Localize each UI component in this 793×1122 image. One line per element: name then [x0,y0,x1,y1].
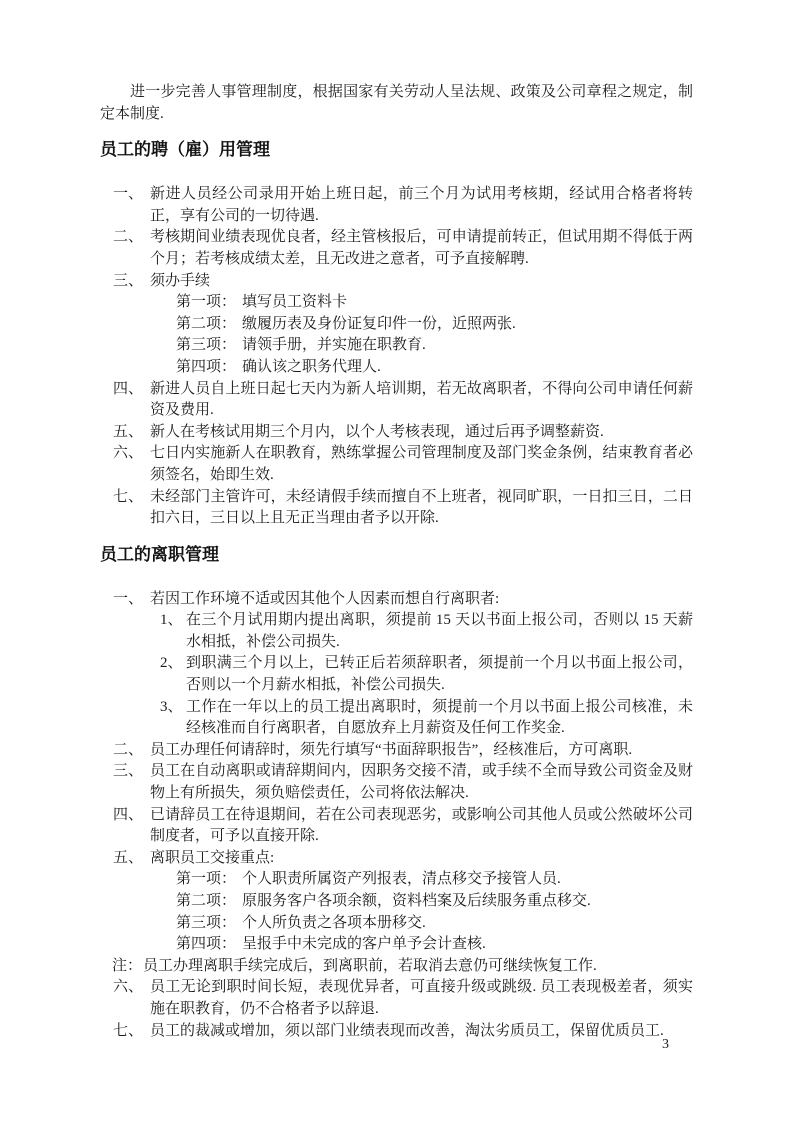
section-heading-resignation: 员工的离职管理 [100,544,219,564]
nested-numbered-item [160,697,693,740]
nested-numbered-item [160,653,693,696]
item-marker: 三、 [113,763,144,780]
list-item [100,443,693,486]
sub-item-marker: 第一项： [176,294,237,311]
item-text: 新人在考核试用期三个月内，以个人考核表现，通过后再予调整薪资. [150,423,604,440]
item-text: 未经部门主管许可，未经请假手续而擅自不上班者，视同旷职，一日扣三日，二日扣六日，三日以上且无正当理由者予以开除. [150,488,693,527]
item-text: 若因工作环境不适或因其他个人因素而想自行离职者: [150,590,500,607]
list-item [100,227,693,270]
nested-item-marker: 1、 [160,612,183,629]
list-item [100,487,693,530]
item-marker: 一、 [113,590,144,607]
nested-numbered-item [160,610,693,653]
sub-item-text: 原服务客户各项余额，资料档案及后续服务重点移交. [242,893,591,909]
sub-item [176,869,693,891]
item-text: 已请辞员工在待退期间，若在公司表现恶劣，或影响公司其他人员或公然破坏公司制度者，可予以直接开除. [150,806,693,845]
item-text: 员工的裁减或增加，须以部门业绩表现而改善，淘汰劣质员工，保留优质员工. [150,1022,664,1039]
sub-item-marker: 第四项： [176,936,237,953]
sub-item [176,891,693,913]
sub-item [176,357,693,379]
item-text: 考核期间业绩表现优良者，经主管核报后，可申请提前转正，但试用期不得低于两个月；若考核成绩太差，且无改进之意者，可予直接解聘. [150,229,693,267]
nested-item-marker: 3、 [160,698,183,715]
sub-item [176,314,693,336]
nested-item-text: 在三个月试用期内提出离职，须提前 15 天以书面上报公司，否则以 15 天薪水相抵，补偿公司损失. [186,612,693,650]
list-item [100,184,693,227]
sub-item-marker: 第二项： [176,315,237,332]
item-text: 离职员工交接重点: [150,849,275,866]
item-marker: 二、 [113,741,144,758]
list-item [100,379,693,422]
item-marker: 二、 [113,229,144,246]
item-marker: 七、 [113,1022,144,1039]
sub-item-marker: 第四项： [176,358,237,375]
item-text: 员工在自动离职或请辞期间内，因职务交接不清，或手续不全而导致公司资金及财物上有所损失，须负赔偿责任，公司将依法解决. [150,763,693,802]
sub-item [176,934,693,956]
nested-item-text: 工作在一年以上的员工提出离职时，须提前一个月以书面上报公司核准，未经核准而自行离职者，自愿放弃上月薪资及任何工作奖金. [186,698,693,737]
intro-paragraph: 进一步完善人事管理制度，根据国家有关劳动人呈法规、政策及公司章程之规定，制定本制度. [100,84,693,122]
note-marker: 注： [112,957,143,974]
item-marker: 四、 [113,380,144,397]
item-text: 员工办理任何请辞时，须先行填写“书面辞职报告”，经核准后，方可离职. [150,741,633,758]
item-text: 须办手续 [150,272,211,289]
sub-item [176,292,693,314]
list-item [100,422,693,444]
item-marker: 五、 [113,849,144,866]
sub-item-marker: 第三项： [176,914,237,931]
sub-item-marker: 第一项： [176,871,237,888]
item-marker: 七、 [113,488,144,505]
list-item [100,271,693,293]
list-item [100,1021,693,1043]
sub-item-marker: 第二项： [176,893,237,909]
nested-item-marker: 2、 [160,655,183,672]
sub-item-marker: 第三项： [176,337,237,354]
item-text: 员工无论到职时间长短，表现优异者，可直接升级或跳级. 员工表现极差者，须实施在职教育，仍不合格者予以辞退. [150,979,693,1017]
sub-item-text: 确认该之职务代理人. [242,358,381,375]
sub-item [176,913,693,935]
item-text: 七日内实施新人在职教育，熟练掌握公司管理制度及部门奖金条例，结束教育者必须签名，始即生效. [150,445,693,483]
sub-item [176,335,693,357]
item-marker: 五、 [113,423,144,440]
list-item [100,848,693,870]
sub-item-text: 呈报手中未完成的客户单予会计查核. [242,936,486,953]
sub-item-text: 缴履历表及身份证复印件一份，近照两张. [242,315,516,332]
list-item [100,977,693,1020]
item-marker: 三、 [113,272,144,289]
sub-item-text: 个人职责所属资产列报表，清点移交予接管人员. [242,871,561,888]
sub-item-text: 填写员工资料卡 [242,294,348,311]
item-marker: 一、 [113,186,144,203]
page-number: 3 [662,1037,669,1052]
list-item [100,589,693,611]
sub-item-text: 个人所负责之各项本册移交. [242,914,426,931]
list-item [100,761,693,804]
sub-item-text: 请领手册，并实施在职教育. [242,337,426,354]
item-text: 新进人员经公司录用开始上班日起，前三个月为试用考核期，经试用合格者将转正，享有公司的一切待遇. [150,186,693,224]
nested-item-text: 到职满三个月以上，已转正后若须辞职者，须提前一个月以书面上报公司，否则以一个月薪水相抵，补偿公司损失. [186,655,693,694]
item-marker: 四、 [113,806,144,823]
note-text: 员工办理离职手续完成后，到离职前，若取消去意仍可继续恢复工作. [143,957,597,974]
item-marker: 六、 [113,979,144,996]
item-text: 新进人员自上班日起七天内为新人培训期，若无故离职者，不得向公司申请任何薪资及费用. [150,380,693,419]
item-marker: 六、 [113,445,144,462]
note-line [100,956,693,978]
list-item [100,740,693,762]
list-item [100,805,693,848]
section-heading-hiring: 员工的聘（雇）用管理 [100,140,270,160]
